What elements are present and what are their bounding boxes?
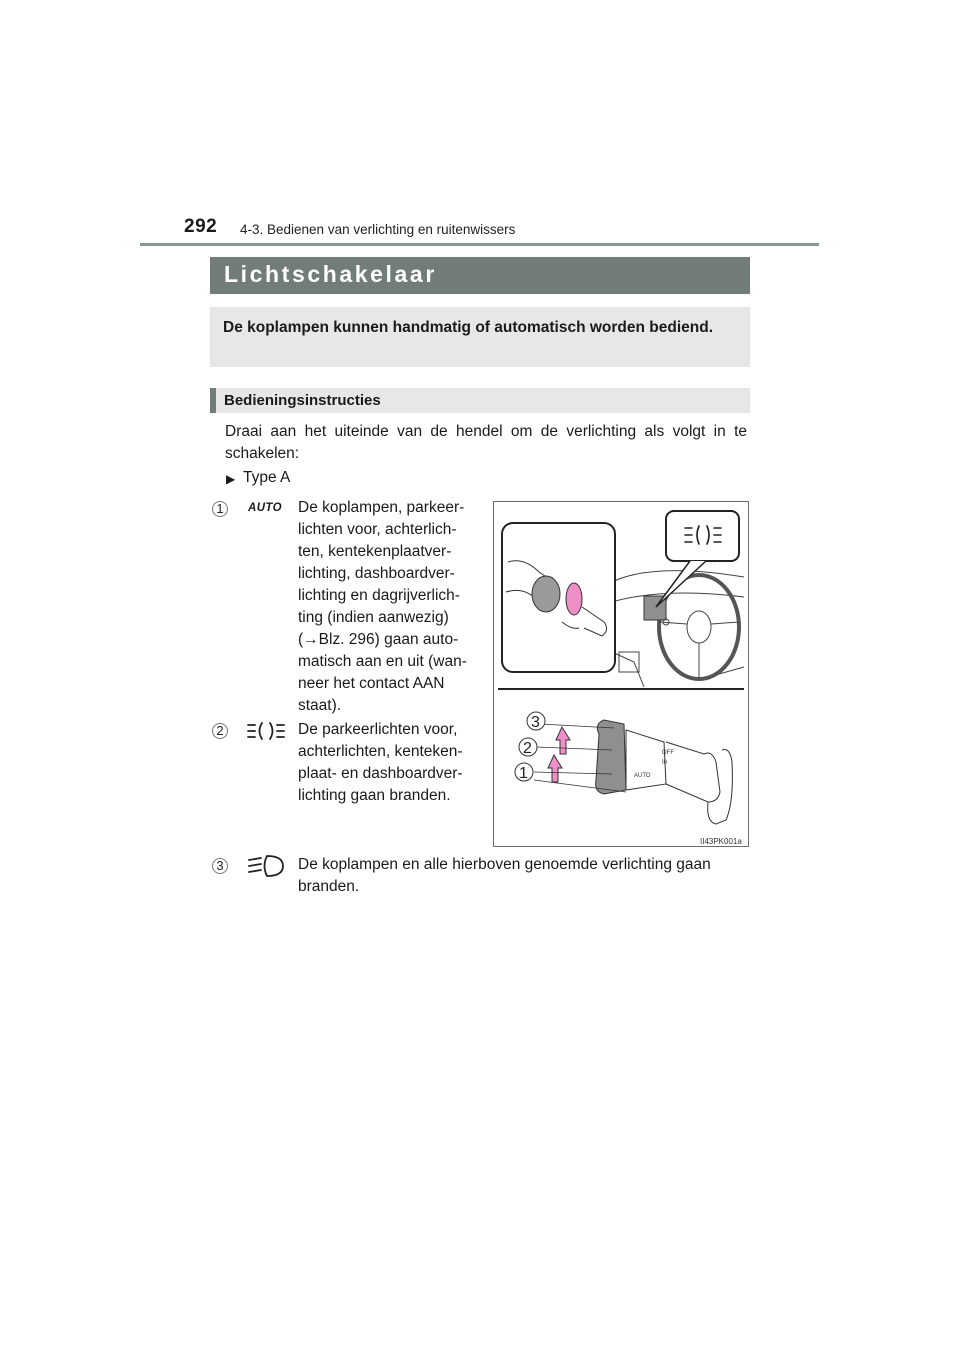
item-number-3: 3 [212,858,228,874]
header-rule [140,243,819,246]
intro-box [210,307,750,367]
auto-icon: AUTO [248,502,282,514]
figure-callout-3: 3 [531,714,540,731]
headlight-switch-illustration [494,502,748,846]
section-path: 4-3. Bedienen van verlichting en ruitenwissers [240,222,516,237]
intro-text: De koplampen kunnen handmatig of automatisch worden bediend. [223,319,714,336]
item-3-text: De koplampen en alle hierboven genoemde verlichting gaan branden. [298,856,711,895]
switch-label-auto: AUTO [634,773,651,779]
page-number: 292 [184,216,218,237]
item-number-1: 1 [212,501,228,517]
item-1-text: De koplampen, parkeer- lichten voor, achterlich- ten, kentekenplaatver- lichting, dashboardver- lichting en dagrijverlich- ting (indien aanwezig) (→Blz. 296) gaan auto- matisch aan en uit (wan- neer het contact AAN staat). [298,499,467,714]
page-title: Lichtschakelaar [224,261,437,287]
parking-lights-icon [246,720,286,742]
type-label: Type A [243,469,291,486]
item-number-2: 2 [212,723,228,739]
headlights-icon [246,854,286,878]
title-bar [210,257,750,294]
switch-label-lo: ⅼ0 [662,760,668,766]
subheading-bar [210,388,750,413]
subheading: Bedieningsinstructies [224,392,381,409]
switch-label-off: OFF [662,750,674,756]
figure-code: II43PK001a [700,837,742,846]
type-arrow-icon: ▶ [226,472,236,486]
instruction-text: Draai aan het uiteinde van de hendel om de verlichting als volgt in te schakelen: [225,423,747,462]
item-2-text: De parkeerlichten voor, achterlichten, kenteken- plaat- en dashboardver- lichting gaan branden. [298,721,463,804]
figure-callout-1: 1 [519,765,528,782]
subheading-accent [210,388,216,413]
figure-callout-2: 2 [523,740,532,757]
